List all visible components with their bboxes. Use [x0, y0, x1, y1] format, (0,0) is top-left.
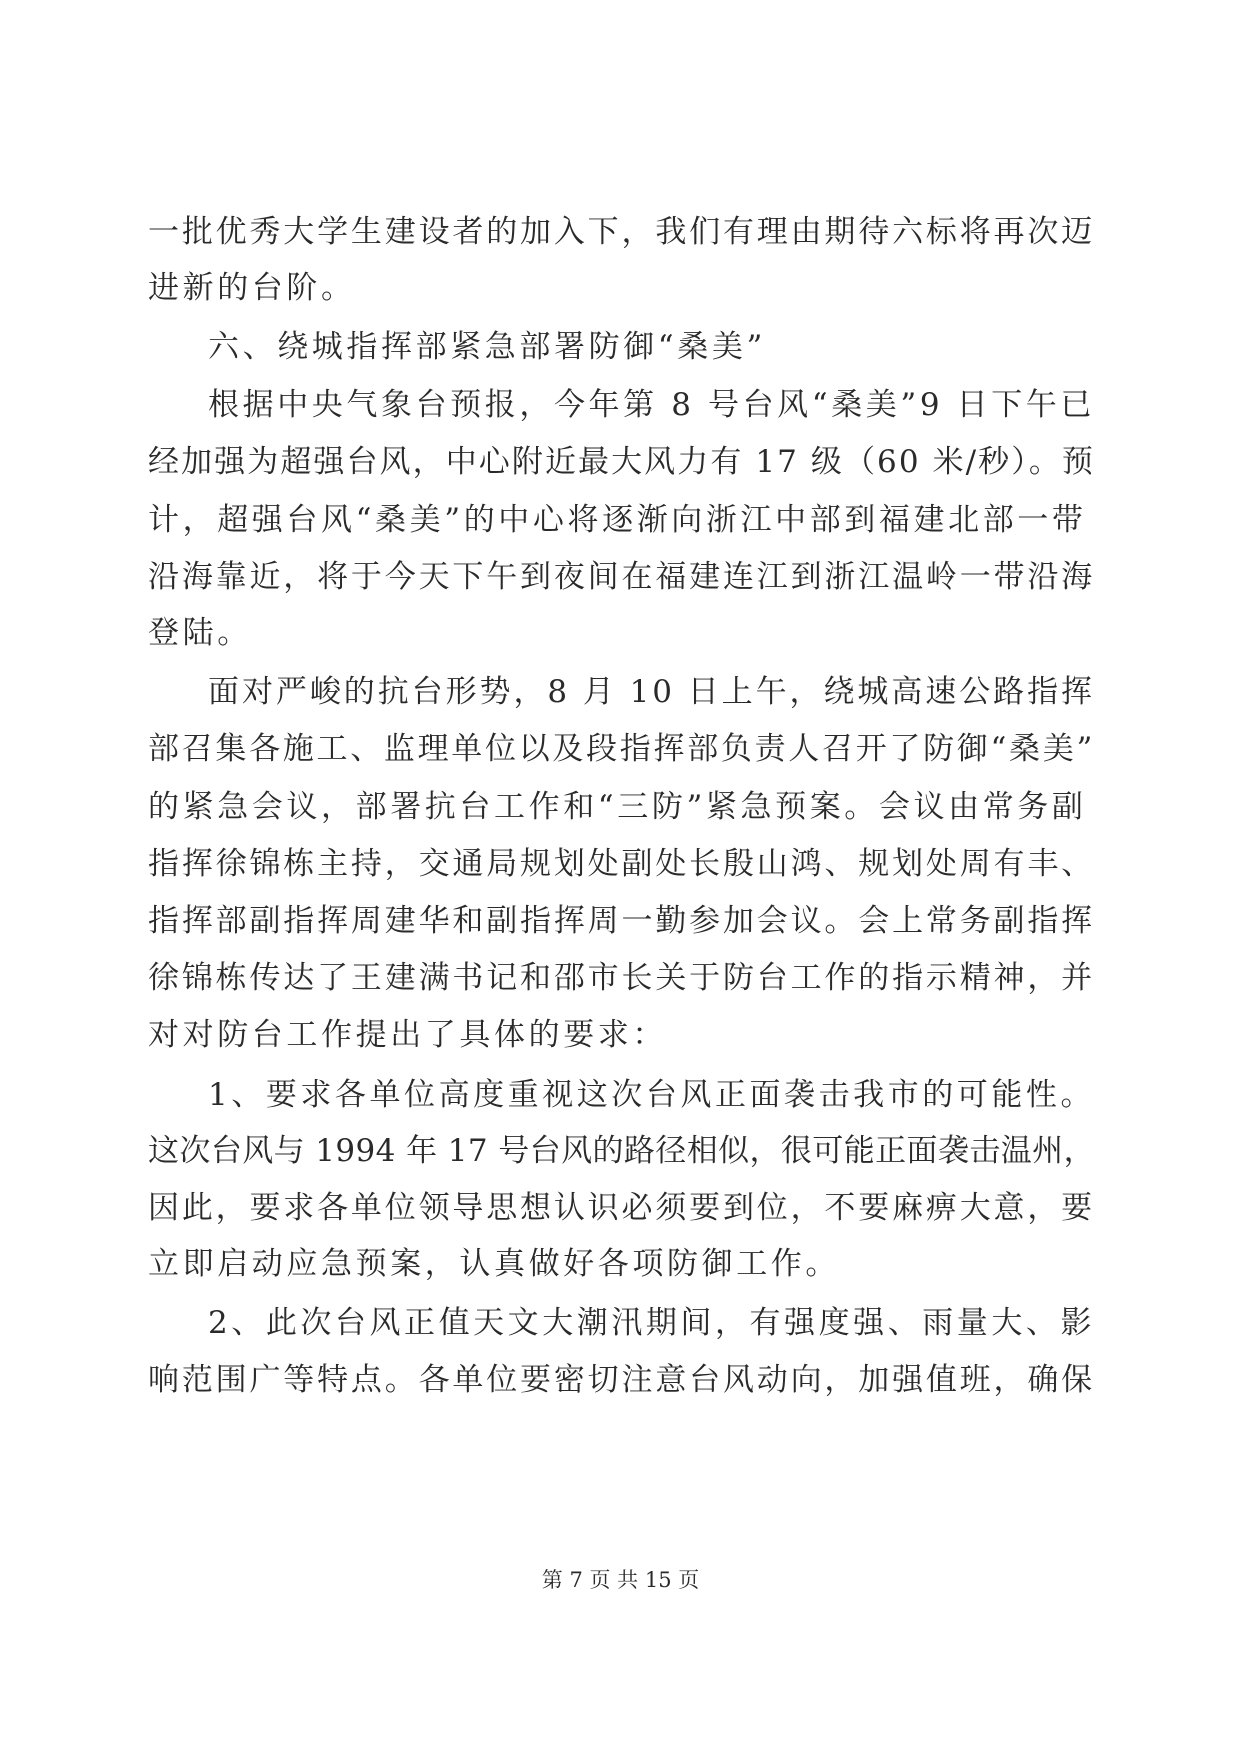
text-line: 根据中央气象台预报，今年第 8 号台风“桑美”9 日下午已	[208, 387, 1095, 423]
text-line: 的紧急会议，部署抗台工作和“三防”紧急预案。会议由常务副	[148, 789, 1087, 825]
text-line: 因此，要求各单位领导思想认识必须要到位，不要麻痹大意，要	[148, 1190, 1095, 1226]
text-line: 部召集各施工、监理单位以及段指挥部负责人召开了防御“桑美”	[148, 731, 1095, 767]
text-line: 进新的台阶。	[148, 270, 356, 306]
text-line: 对对防台工作提出了具体的要求：	[148, 1017, 667, 1053]
text-line: 指挥徐锦栋主持，交通局规划处副处长殷山鸿、规划处周有丰、	[148, 846, 1095, 882]
text-line: 经加强为超强台风，中心附近最大风力有 17 级（60 米/秒）。预	[148, 444, 1095, 480]
list-item-1: 1、要求各单位高度重视这次台风正面袭击我市的可能性。	[208, 1077, 1095, 1113]
text-line: 登陆。	[148, 615, 252, 651]
page-number-footer: 第 7 页 共 15 页	[541, 1568, 700, 1592]
text-line: 一批优秀大学生建设者的加入下，我们有理由期待六标将再次迈	[148, 214, 1095, 250]
text-line: 面对严峻的抗台形势，8 月 10 日上午，绕城高速公路指挥	[208, 674, 1095, 710]
text-line: 响范围广等特点。各单位要密切注意台风动向，加强值班，确保	[148, 1362, 1095, 1398]
text-line: 沿海靠近，将于今天下午到夜间在福建连江到浙江温岭一带沿海	[148, 559, 1095, 595]
text-line: 计，超强台风“桑美”的中心将逐渐向浙江中部到福建北部一带	[148, 502, 1087, 538]
text-line: 立即启动应急预案，认真做好各项防御工作。	[148, 1246, 840, 1282]
list-item-2: 2、此次台风正值天文大潮汛期间，有强度强、雨量大、影	[208, 1305, 1095, 1341]
text-line: 这次台风与 1994 年 17 号台风的路径相似，很可能正面袭击温州，	[148, 1133, 1095, 1169]
section-heading: 六、绕城指挥部紧急部署防御“桑美”	[208, 329, 766, 365]
text-line: 指挥部副指挥周建华和副指挥周一勤参加会议。会上常务副指挥	[148, 903, 1095, 939]
text-line: 徐锦栋传达了王建满书记和邵市长关于防台工作的指示精神，并	[148, 960, 1095, 996]
